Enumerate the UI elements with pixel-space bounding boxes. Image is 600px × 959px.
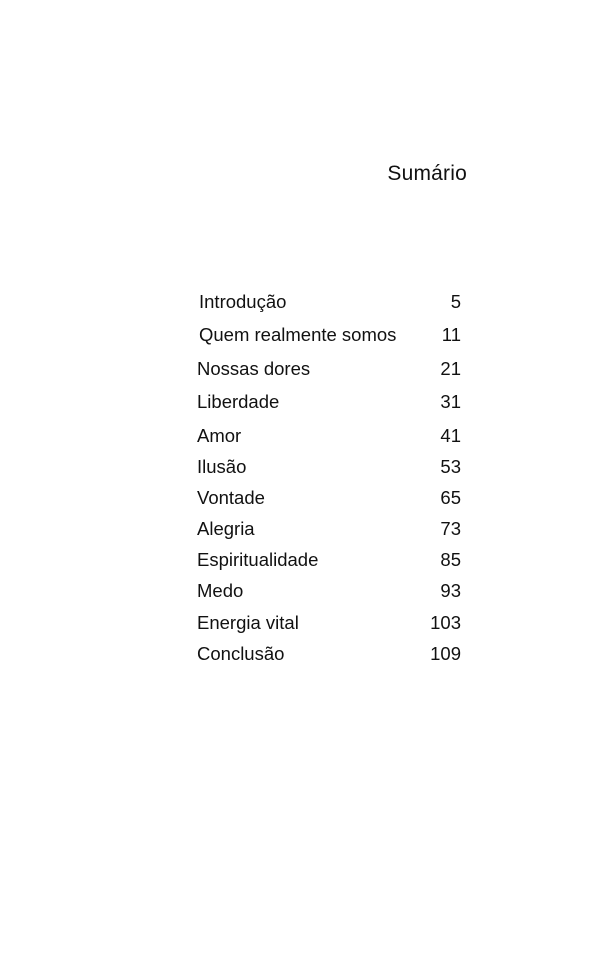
toc-entry [197,356,461,382]
toc-entry-page: 31 [440,391,461,412]
toc-entry-title: Alegria [197,518,255,539]
toc-entry-page: 109 [430,643,461,664]
toc-entry [197,322,461,348]
toc-entry [197,485,461,511]
toc-entry-page: 53 [440,456,461,477]
toc-entry [197,423,461,449]
toc-entry-page: 85 [440,549,461,570]
toc-entry-title: Liberdade [197,391,280,412]
toc-entry [197,389,461,415]
toc-entry [197,641,461,667]
toc-entry-title: Espiritualidade [197,549,319,570]
toc-entry-page: 41 [440,425,461,446]
toc-entry [197,289,461,315]
toc-entry-title: Ilusão [197,456,247,477]
toc-entry [197,547,461,573]
toc-entry-page: 65 [440,487,461,508]
toc-entry [197,610,461,636]
toc-entry-title: Amor [197,425,242,446]
toc-entry [197,454,461,480]
toc-entry-title: Nossas dores [197,358,311,379]
toc-entry-title: Quem realmente somos [199,324,397,345]
toc-entry-title: Energia vital [197,612,299,633]
toc-entry-title: Conclusão [197,643,285,664]
toc-entry-title: Introdução [199,291,287,312]
toc-entry-page: 73 [440,518,461,539]
toc-entry-page: 21 [440,358,461,379]
toc-entry-page: 93 [440,580,461,601]
toc-entry-page: 11 [441,324,461,345]
toc-entry [197,578,461,604]
toc-entry [197,516,461,542]
toc-entry-title: Medo [197,580,244,601]
toc-entry-page: 5 [450,291,461,312]
page-title: Sumário [387,162,467,185]
toc-entry-title: Vontade [197,487,265,508]
toc-entry-page: 103 [430,612,461,633]
